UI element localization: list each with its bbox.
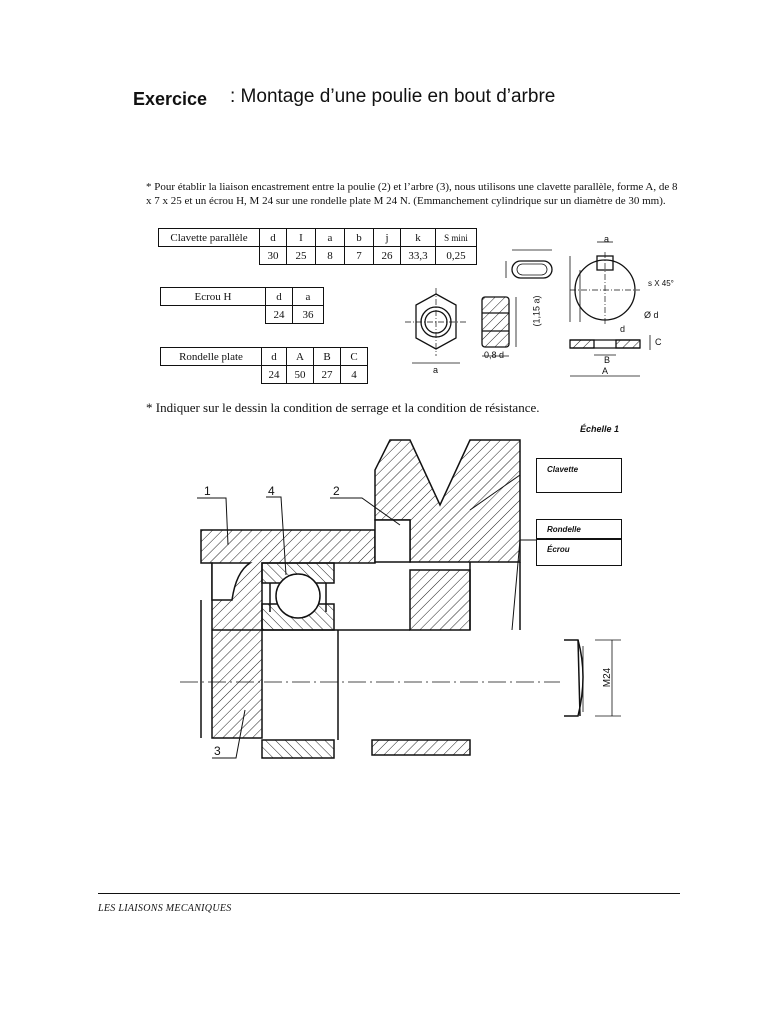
nut-bottom-dim-label: 0,8 d (484, 350, 505, 360)
ecrou-value: 36 (293, 306, 324, 324)
key-a-label: a (604, 234, 610, 244)
clavette-label: Clavette parallèle (159, 229, 260, 247)
ecrou-header: a (293, 288, 324, 306)
rondelle-value: 27 (314, 366, 341, 384)
washer-a-label: A (602, 366, 609, 376)
nut-side-dim-label: (1,15 a) (531, 295, 542, 327)
clavette-value: 30 (260, 247, 287, 265)
clavette-value: 33,3 (401, 247, 436, 265)
rondelle-header: C (341, 348, 368, 366)
clavette-header: a (316, 229, 345, 247)
clavette-header: k (401, 229, 436, 247)
part-number-4: 4 (268, 484, 275, 498)
washer-b-label: B (604, 355, 611, 365)
rondelle-value: 50 (287, 366, 314, 384)
rondelle-callout-box: Rondelle (536, 519, 622, 539)
footer-text: LES LIAISONS MECANIQUES (98, 903, 232, 914)
rondelle-value: 4 (341, 366, 368, 384)
part-number-3: 3 (214, 744, 221, 758)
shaft-section (570, 242, 640, 326)
nut-a-label: a (433, 365, 439, 375)
ecrou-value: 24 (266, 306, 293, 324)
intro-paragraph: * Pour établir la liaison encastrement entre la poulie (2) et l’arbre (3), nous utilisons une clavette parallèle, forme A, de 8 x 7 x 25 et un écrou H, M 24 sur une rondelle plate M 24 N. (Emmanchement cylindrique sur un diamètre de 30 mm). (146, 181, 678, 207)
clavette-value: 25 (287, 247, 316, 265)
washer-d-label: d (620, 324, 626, 334)
clavette-header: d (260, 229, 287, 247)
rondelle-label: Rondelle plate (161, 348, 262, 366)
clavette-value: 0,25 (436, 247, 477, 265)
page-title: : Montage d’une poulie en bout d’arbre (230, 86, 556, 107)
scale-label: Échelle 1 (580, 424, 620, 434)
ecrou-label: Ecrou H (161, 288, 266, 306)
ecrou-callout-box: Écrou (536, 539, 622, 566)
nut-side-view (482, 297, 516, 356)
key-view (506, 250, 552, 278)
clavette-callout-box: Clavette (536, 458, 622, 493)
clavette-value: 8 (316, 247, 345, 265)
part-number-2: 2 (333, 484, 340, 498)
clavette-header: S mini (436, 229, 477, 247)
clavette-header: b (345, 229, 374, 247)
footer-divider (98, 893, 680, 894)
rondelle-header: d (262, 348, 287, 366)
key-chamfer-label: s X 45° (648, 279, 674, 288)
rondelle-value: 24 (262, 366, 287, 384)
rondelle-header: A (287, 348, 314, 366)
key-d-label: Ø d (644, 310, 659, 320)
thread-label: M24 (602, 667, 614, 688)
clavette-value: 26 (374, 247, 401, 265)
instruction-text: * Indiquer sur le dessin la condition de serrage et la condition de résistance. (146, 400, 540, 415)
clavette-header: j (374, 229, 401, 247)
clavette-header: I (287, 229, 316, 247)
exercise-label: Exercice (133, 89, 208, 109)
part-number-1: 1 (204, 484, 211, 498)
ecrou-header: d (266, 288, 293, 306)
washer-c-label: C (655, 337, 662, 347)
rondelle-header: B (314, 348, 341, 366)
nut-front-view (405, 288, 467, 363)
clavette-value: 7 (345, 247, 374, 265)
